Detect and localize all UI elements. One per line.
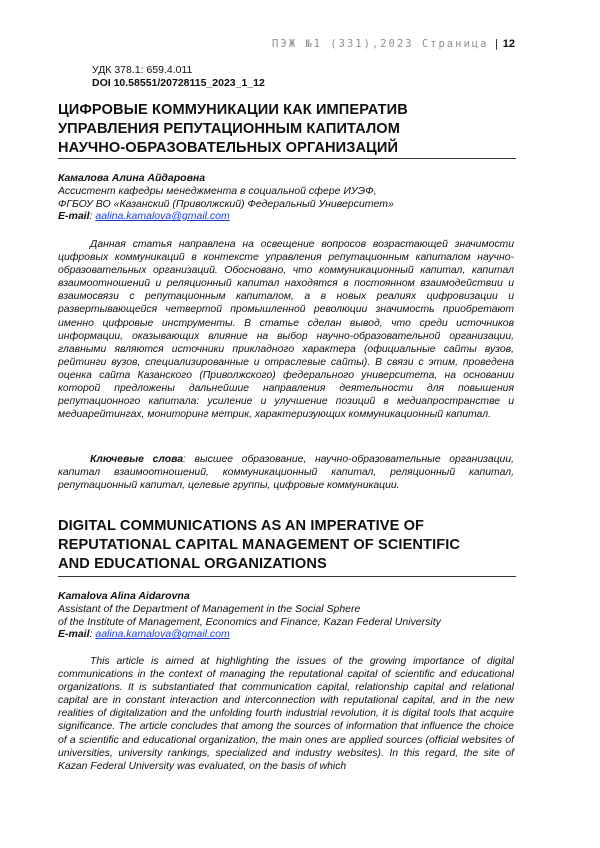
- en-email-link[interactable]: aalina.kamalova@gmail.com: [95, 628, 230, 640]
- ru-keywords-label: Ключевые слова: [90, 454, 183, 465]
- ru-title-line: УПРАВЛЕНИЯ РЕПУТАЦИОННЫМ КАПИТАЛОМ: [58, 121, 401, 137]
- doi: DOI 10.58551/20728115_2023_1_12: [92, 77, 265, 89]
- ru-article-title: [58, 101, 528, 158]
- ru-title-line: ЦИФРОВЫЕ КОММУНИКАЦИИ КАК ИМПЕРАТИВ: [58, 102, 408, 118]
- running-header: [0, 38, 515, 50]
- journal-issue: ПЭЖ №1 (331),2023 Страница: [272, 38, 489, 50]
- en-affiliation-line: Assistant of the Department of Management in the Social Sphere: [58, 603, 361, 615]
- ru-keywords: [58, 453, 514, 492]
- title-divider: [58, 576, 516, 577]
- ru-email-separator: :: [89, 210, 96, 222]
- page-number: 12: [502, 38, 515, 50]
- ru-email-link[interactable]: aalina.kamalova@gmail.com: [95, 210, 230, 222]
- en-affiliation-line: of the Institute of Management, Economics and Finance, Kazan Federal University: [58, 615, 441, 628]
- ru-title-line: НАУЧНО-ОБРАЗОВАТЕЛЬНЫХ ОРГАНИЗАЦИЙ: [58, 140, 399, 156]
- en-title-line: AND EDUCATIONAL ORGANIZATIONS: [58, 556, 327, 572]
- header-separator: |: [493, 38, 500, 50]
- en-email-line: [58, 628, 230, 640]
- en-email-separator: :: [89, 628, 96, 640]
- udk-code: УДК 378.1: 659.4.011: [92, 64, 193, 76]
- en-author-name: Kamalova Alina Aidarovna: [58, 590, 190, 602]
- en-title-line: DIGITAL COMMUNICATIONS AS AN IMPERATIVE OF: [58, 518, 425, 534]
- ru-abstract: Данная статья направлена на освещение вопросов возрастающей значимости цифровых коммуникаций в контексте управления репутационным капиталом научно-образовательных организаций. Обосновано, что коммуникационный капитал, капитал взаимоотношений и реляционный капитал находятся в постоянном взаимодействии и взаимосвязи с репутационным капиталом, а в новых реалиях цифровизации и развертывающейся четвертой промышленной революции значимость приобретают именно цифровые инструменты. В статье сделан вывод, что среди источников информации, оказывающих влияние на выбор научно-образовательной организации, главными являются источники прикладного характера (официальные сайты вузов, рейтинги вузов, специализированные и отраслевые сайты). В связи с этим, проведена оценка сайта Казанского (Приволжского) федерального университета, на основании которой предложены дальнейшие направления деятельности для повышения репутационного капитала: усиление и улучшение позиций в медиапространстве и медиарейтингах, мониторинг метрик, характеризующих коммуникационный капитал.: [58, 239, 514, 421]
- en-article-title: [58, 517, 528, 574]
- en-affiliation: [58, 603, 528, 628]
- ru-affiliation-line: Ассистент кафедры менеджмента в социальной сфере ИУЭФ,: [58, 185, 377, 197]
- ru-email-label: E-mail: [58, 210, 90, 222]
- ru-author-name: Камалова Алина Айдаровна: [58, 172, 206, 184]
- title-divider: [58, 158, 516, 159]
- ru-affiliation: [58, 185, 528, 210]
- en-abstract: This article is aimed at highlighting the issues of the growing importance of digital communications in the context of managing the reputational capital of scientific and educational organizations. It is substantiated that communication capital, relationship capital and relational capital are in constant interaction and interconnection with reputational capital, and in the new realities of digitalization and the unfolding fourth industrial revolution, it is digital tools that acquire significance. The article concludes that among the sources of information that influence the choice of a scientific and educational organization, the main ones are applied sources (official websites of universities, university rankings, specialized and industry websites). In this regard, the site of Kazan Federal University was evaluated, on the basis of which: [58, 656, 514, 772]
- ru-email-line: [58, 210, 230, 222]
- ru-keywords-list: : высшее образование, научно-образовательные организации, капитал взаимоотношений, коммуникационный капитал, реляционный капитал, репутационный капитал, целевые группы, цифровые коммуникации.: [58, 454, 514, 492]
- en-email-label: E-mail: [58, 628, 90, 640]
- ru-affiliation-line: ФГБОУ ВО «Казанский (Приволжский) Федеральный Университет»: [58, 197, 394, 210]
- en-title-line: REPUTATIONAL CAPITAL MANAGEMENT OF SCIENTIFIC: [58, 537, 461, 553]
